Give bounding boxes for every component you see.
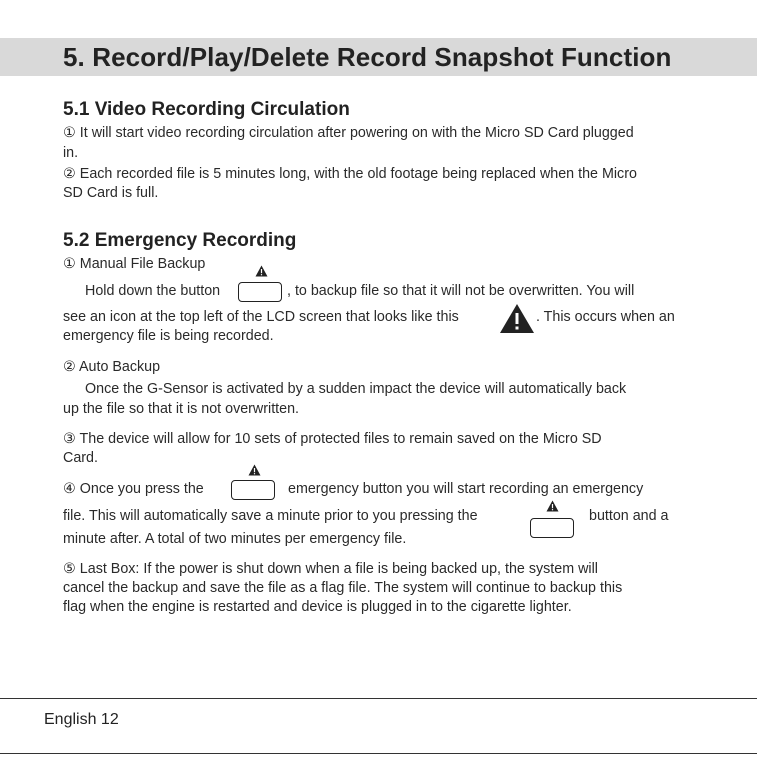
item-1-line-1: ① It will start video recording circulation after powering on with the Micro SD Card plugged bbox=[63, 125, 634, 141]
sets-line-2: Card. bbox=[63, 450, 98, 466]
sets-line-1: ③ The device will allow for 10 sets of protected files to remain saved on the Micro SD bbox=[63, 431, 602, 447]
emergency-button-icon bbox=[238, 282, 282, 302]
last-box-line-2: cancel the backup and save the file as a flag file. The system will continue to backup this bbox=[63, 580, 623, 596]
page-title: 5. Record/Play/Delete Record Snapshot Function bbox=[63, 42, 672, 72]
press-line-3: minute after. A total of two minutes per emergency file. bbox=[63, 531, 407, 547]
manual-line-2-a: see an icon at the top left of the LCD screen that looks like this bbox=[63, 309, 459, 325]
emergency-button-icon bbox=[231, 480, 275, 500]
press-line-2-a: file. This will automatically save a minute prior to you pressing the bbox=[63, 508, 478, 524]
auto-line-1: Once the G-Sensor is activated by a sudden impact the device will automatically back bbox=[85, 381, 627, 397]
footer-rule-top bbox=[0, 698, 757, 699]
auto-backup-title: ② Auto Backup bbox=[63, 359, 161, 375]
manual-backup-title: ① Manual File Backup bbox=[63, 256, 206, 272]
warning-triangle-icon bbox=[499, 303, 535, 334]
press-line-1-a: ④ Once you press the bbox=[63, 481, 204, 497]
manual-line-1-a: Hold down the button bbox=[85, 283, 221, 299]
item-1-line-2: in. bbox=[63, 145, 79, 161]
emergency-button-icon bbox=[530, 518, 574, 538]
manual-line-2-b: . This occurs when an bbox=[536, 309, 675, 325]
footer-rule-bottom bbox=[0, 753, 757, 754]
press-line-2-b: button and a bbox=[589, 508, 669, 524]
item-2-line-2: SD Card is full. bbox=[63, 185, 159, 201]
item-2-line-1: ② Each recorded file is 5 minutes long, with the old footage being replaced when the Micro bbox=[63, 166, 637, 182]
manual-line-3: emergency file is being recorded. bbox=[63, 328, 274, 344]
press-line-1-b: emergency button you will start recording an emergency bbox=[288, 481, 644, 497]
warning-triangle-icon bbox=[248, 464, 261, 476]
section-heading-5-1: 5.1 Video Recording Circulation bbox=[63, 99, 350, 120]
section-heading-5-2: 5.2 Emergency Recording bbox=[63, 230, 297, 251]
page-footer: English 12 bbox=[44, 711, 119, 728]
warning-triangle-icon bbox=[255, 265, 268, 277]
last-box-line-1: ⑤ Last Box: If the power is shut down when a file is being backed up, the system will bbox=[63, 561, 598, 577]
warning-triangle-icon bbox=[546, 500, 559, 512]
manual-line-1-b: , to backup file so that it will not be overwritten. You will bbox=[287, 283, 635, 299]
auto-line-2: up the file so that it is not overwritten. bbox=[63, 401, 300, 417]
last-box-line-3: flag when the engine is restarted and device is plugged in to the cigarette lighter. bbox=[63, 599, 572, 615]
